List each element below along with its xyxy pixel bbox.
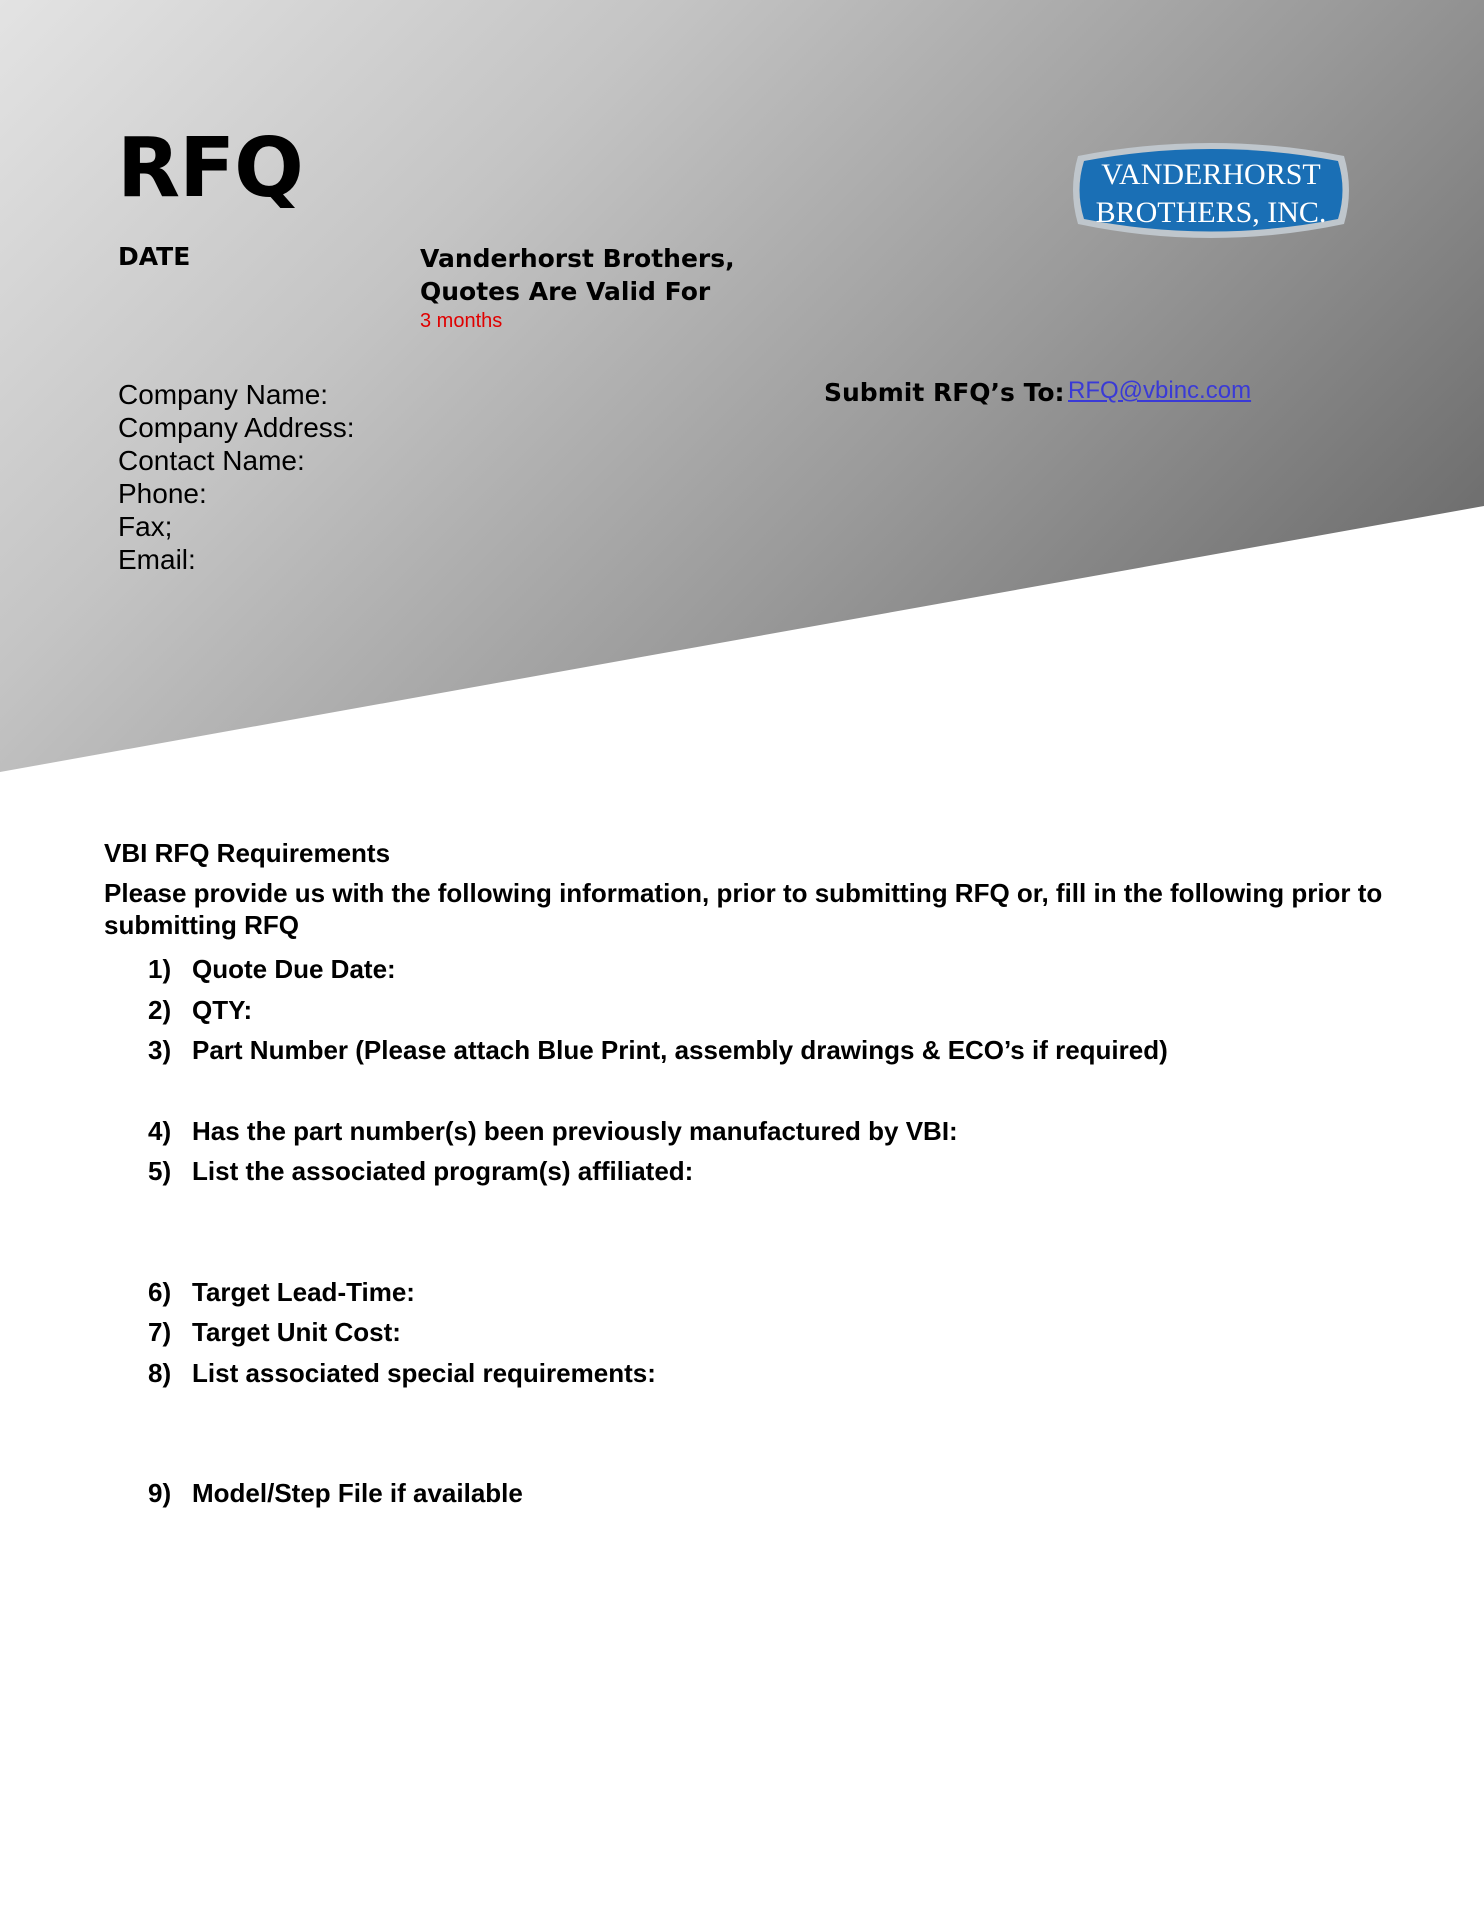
item-number: 5) xyxy=(148,1156,172,1186)
validity-heading: Vanderhorst Brothers, Quotes Are Valid For xyxy=(420,244,735,306)
list-item xyxy=(104,1272,1404,1313)
logo-line-1: VANDERHORST xyxy=(1101,158,1321,191)
list-item xyxy=(104,1151,1404,1192)
field-email: Email: xyxy=(118,544,196,575)
list-item xyxy=(104,1111,1404,1152)
item-text: QTY: xyxy=(192,994,253,1025)
field-company-address: Company Address: xyxy=(118,412,355,443)
list-item xyxy=(104,949,1404,990)
field-phone: Phone: xyxy=(118,478,207,509)
item-text: List associated special requirements: xyxy=(192,1357,656,1388)
submit-email-link[interactable]: RFQ@vbinc.com xyxy=(1068,377,1252,404)
requirements-section xyxy=(104,838,1404,1514)
list-item xyxy=(104,1473,1404,1514)
item-text: List the associated program(s) affiliated: xyxy=(192,1156,694,1186)
logo-line-2: BROTHERS, INC. xyxy=(1095,196,1327,229)
validity-value: 3 months xyxy=(420,310,503,332)
item-number: 4) xyxy=(148,1115,172,1146)
item-number: 7) xyxy=(148,1317,172,1347)
requirements-list xyxy=(104,949,1404,1514)
field-company-name: Company Name: xyxy=(118,379,329,410)
item-number: 1) xyxy=(148,954,172,984)
item-number: 9) xyxy=(148,1478,172,1508)
item-number: 2) xyxy=(148,994,172,1025)
list-item xyxy=(104,1353,1404,1394)
vanderhorst-brothers-logo xyxy=(1066,134,1356,246)
list-item xyxy=(104,1312,1404,1353)
item-text: Part Number (Please attach Blue Print, assembly drawings & ECO’s if required) xyxy=(192,1035,1168,1065)
field-fax: Fax; xyxy=(118,511,173,542)
field-contact-name: Contact Name: xyxy=(118,445,305,476)
requirements-title: VBI RFQ Requirements xyxy=(104,838,391,868)
list-item xyxy=(104,990,1404,1031)
quote-validity xyxy=(420,242,840,333)
date-label: DATE xyxy=(118,242,191,271)
submit-label: Submit RFQ’s To: xyxy=(824,378,1065,407)
item-text: Target Lead-Time: xyxy=(192,1276,415,1307)
item-number: 8) xyxy=(148,1357,172,1388)
requirements-intro: Please provide us with the following information, prior to submitting RFQ or, fill in the following prior to submitting RFQ xyxy=(104,878,1383,940)
item-text: Quote Due Date: xyxy=(192,954,396,984)
list-item xyxy=(104,1030,1404,1071)
contact-fields xyxy=(118,378,355,576)
item-text: Has the part number(s) been previously manufactured by VBI: xyxy=(192,1115,958,1146)
item-text: Target Unit Cost: xyxy=(192,1317,401,1347)
item-number: 3) xyxy=(148,1035,172,1065)
item-number: 6) xyxy=(148,1276,172,1307)
item-text: Model/Step File if available xyxy=(192,1478,523,1508)
page-title: RFQ xyxy=(117,121,303,216)
